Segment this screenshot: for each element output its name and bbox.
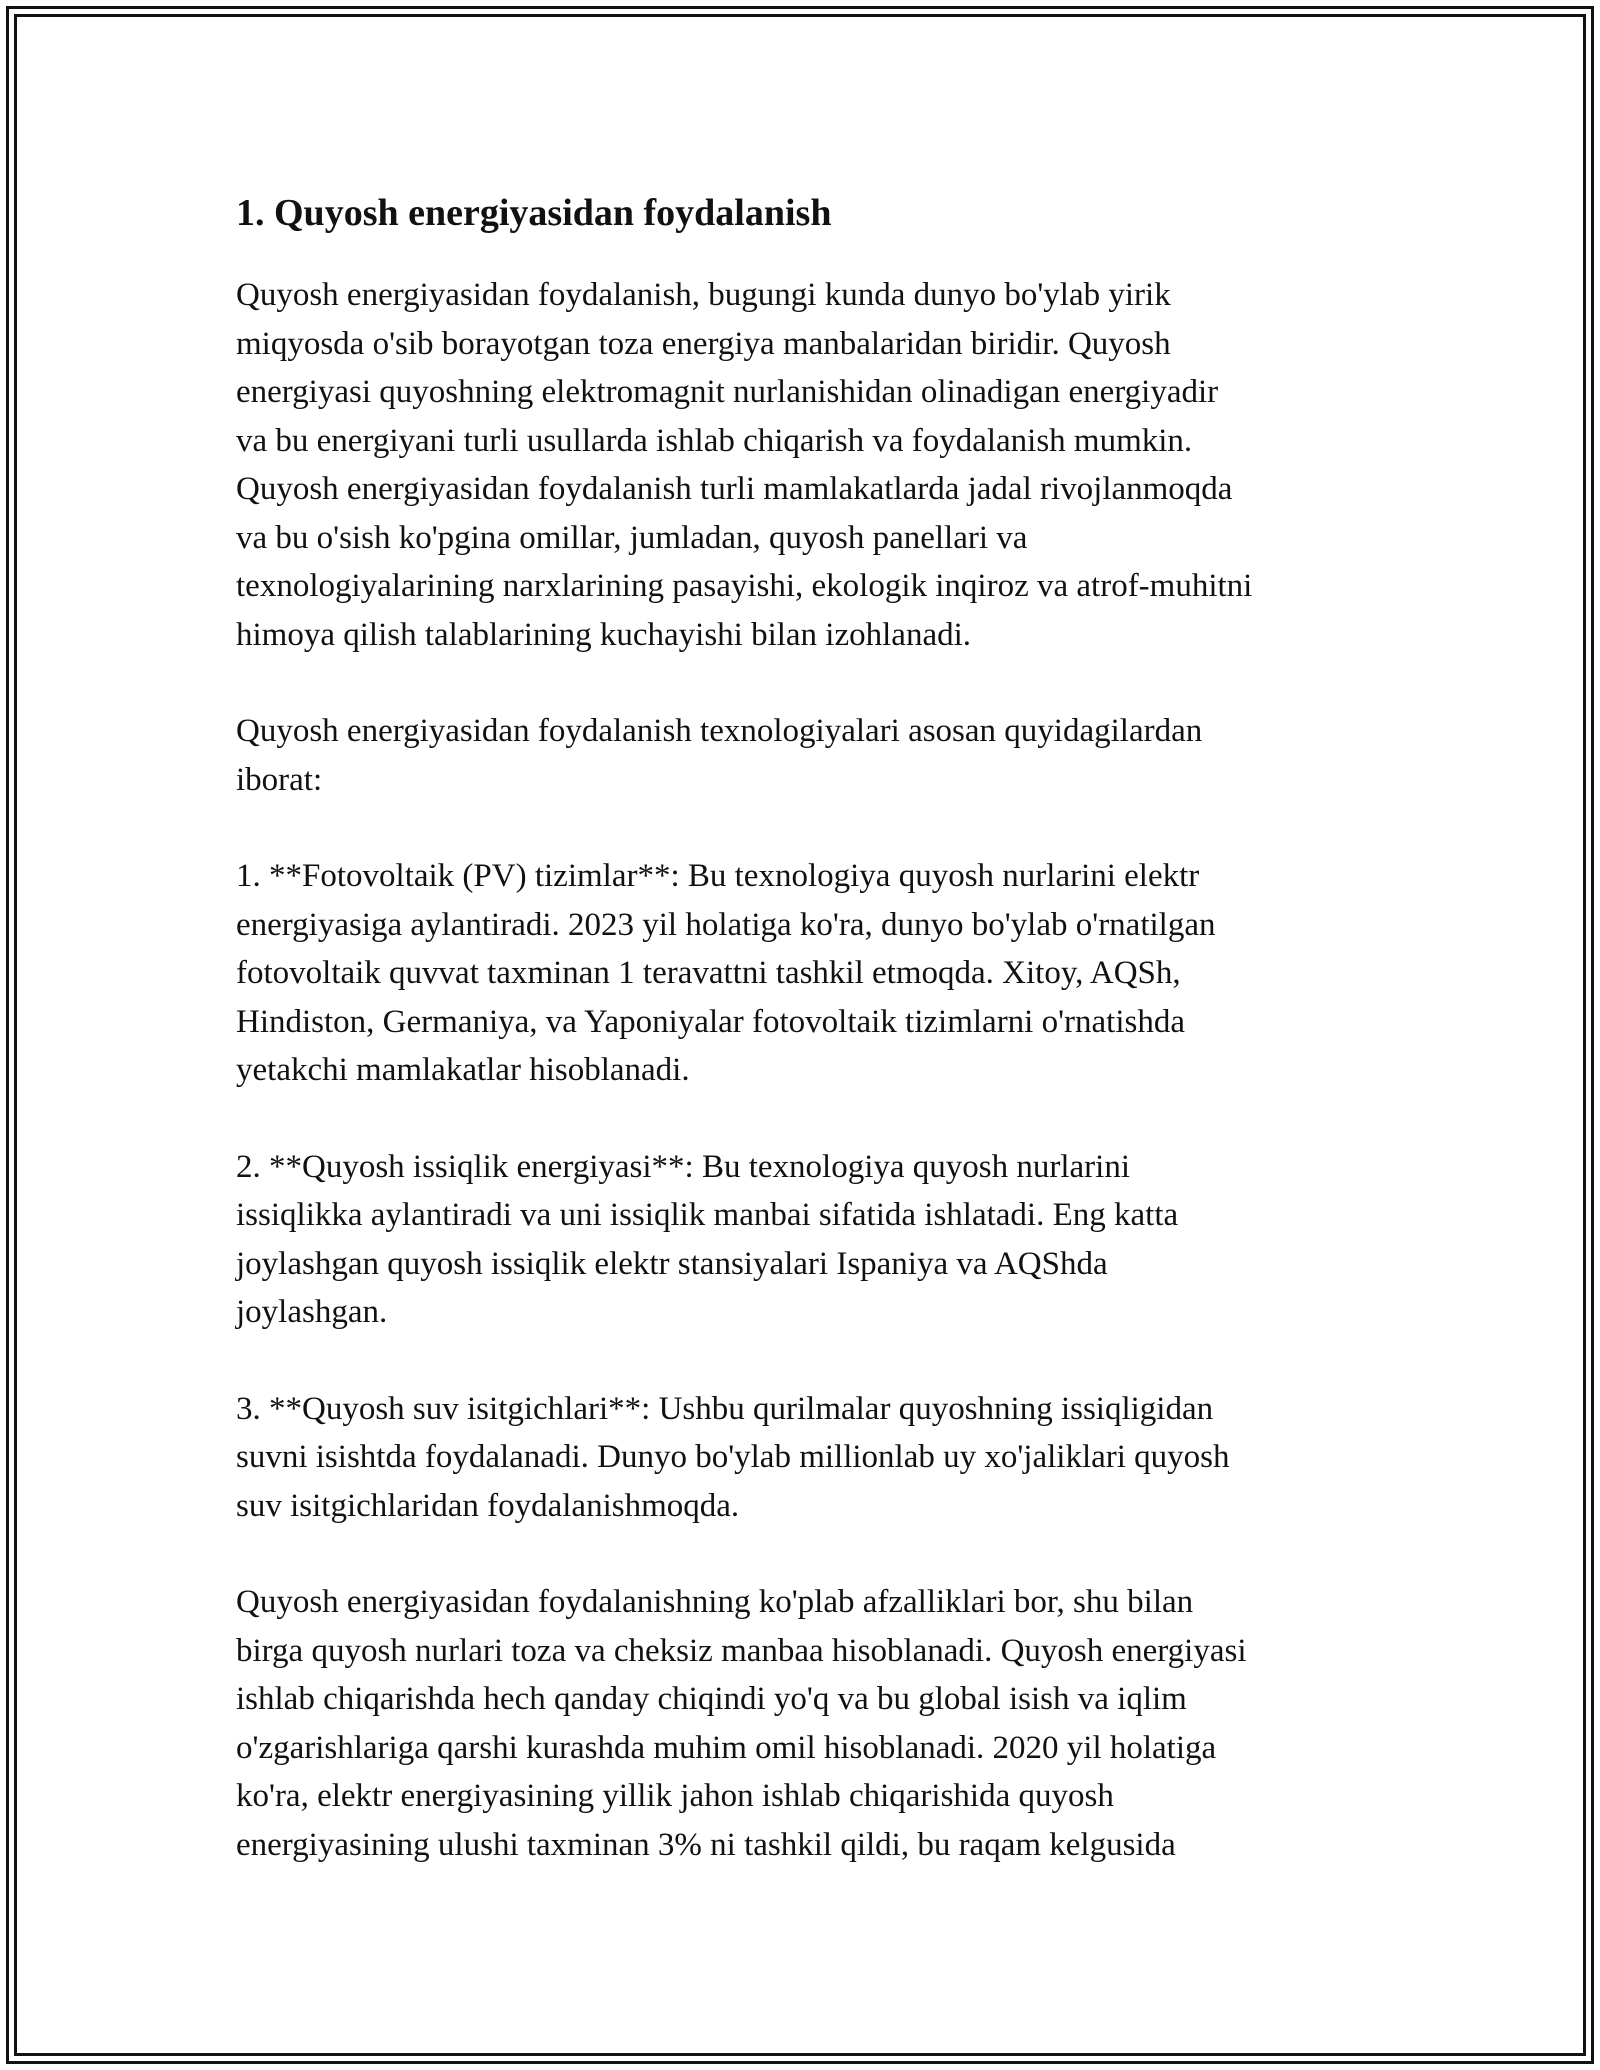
paragraph-photovoltaic: 1. **Fotovoltaik (PV) tizimlar**: Bu texnologiya quyosh nurlarini elektr energiyasiga aylantiradi. 2023 yil holatiga ko'ra, dunyo bo'ylab o'rnatilgan fotovoltaik quvvat taxminan 1 teravattni tashkil etmoqda. Xitoy, AQSh, Hindiston, Germaniya, va Yaponiyalar fotovoltaik tizimlarni o'rnatishda yetakchi mamlakatlar hisoblanadi.: [236, 858, 1216, 1088]
paragraph-solar-thermal: 2. **Quyosh issiqlik energiyasi**: Bu texnologiya quyosh nurlarini issiqlikka aylantiradi va uni issiqlik manbai sifatida ishlatadi. Eng katta joylashgan quyosh issiqlik elektr stansiyalari Ispaniya va AQShda joylashgan.: [236, 1148, 1179, 1330]
paragraph-water-heaters: 3. **Quyosh suv isitgichlari**: Ushbu qurilmalar quyoshning issiqligidan suvni isishtda foydalanadi. Dunyo bo'ylab millionlab uy xo'jaliklari quyosh suv isitgichlaridan foydalanishmoqda.: [236, 1390, 1230, 1524]
document-body: [236, 185, 1376, 1917]
paragraph-advantages: Quyosh energiyasidan foydalanishning ko'plab afzalliklari bor, shu bilan birga quyosh nurlari toza va cheksiz manbaa hisoblanadi. Quyosh energiyasi ishlab chiqarishda hech qanday chiqindi yo'q va bu global isish va iqlim o'zgarishlariga qarshi kurashda muhim omil hisoblanadi. 2020 yil holatiga ko'ra, elektr energiyasining yillik jahon ishlab chiqarishida quyosh energiyasining ulushi taxminan 3% ni tashkil qildi, bu raqam kelgusida: [236, 1584, 1247, 1863]
paragraph-technologies-lead: Quyosh energiyasidan foydalanish texnologiyalari asosan quyidagilardan iborat:: [236, 713, 1203, 798]
document-title: 1. Quyosh energiyasidan foydalanish: [236, 192, 832, 234]
paragraph-intro: Quyosh energiyasidan foydalanish, bugungi kunda dunyo bo'ylab yirik miqyosda o'sib borayotgan toza energiya manbalaridan biridir. Quyosh energiyasi quyoshning elektromagnit nurlanishidan olinadigan energiyadir va bu energiyani turli usullarda ishlab chiqarish va foydalanish mumkin. Quyosh energiyasidan foydalanish turli mamlakatlarda jadal rivojlanmoqda va bu o'sish ko'pgina omillar, jumladan, quyosh panellari va texnologiyalarining narxlarining pasayishi, ekologik inqiroz va atrof-muhitni himoya qilish talablarining kuchayishi bilan izohlanadi.: [236, 277, 1253, 653]
